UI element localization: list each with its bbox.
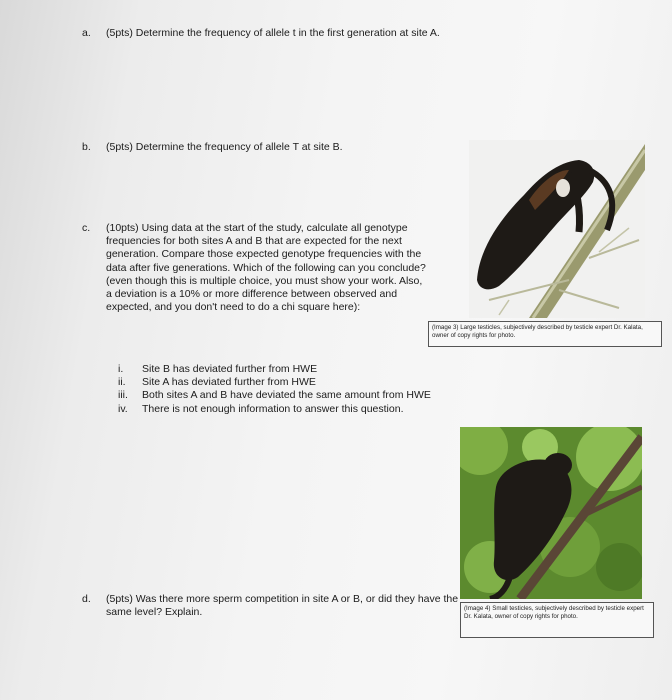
question-b-text: (5pts) Determine the frequency of allele T at site B. xyxy=(106,141,343,153)
question-d xyxy=(82,593,462,619)
question-a-label: a. xyxy=(82,27,91,39)
option-number: i. xyxy=(118,363,124,375)
image-3-caption: (Image 3) Large testicles, subjectively described by testicle expert Dr. Kalata, owner of copy rights for photo. xyxy=(428,321,662,347)
question-b xyxy=(82,141,482,154)
question-c-text: (10pts) Using data at the start of the study, calculate all genotype frequencies for both sites A and B that are expected for the next generation. Compare those expected genotype frequencies with the data after five generations. Which of the following can you conclude? (even though this is multiple choice, you must show your work. Also, a deviation is a 10% or more difference between observed and expected, and you don't need to do a chi square here): xyxy=(106,222,426,314)
option-number: iii. xyxy=(118,389,128,402)
question-a xyxy=(82,27,602,40)
option-iii xyxy=(118,389,431,402)
question-a-text: (5pts) Determine the frequency of allele t in the first generation at site A. xyxy=(106,27,440,39)
monkey-photo-large xyxy=(469,140,645,318)
option-text: Site B has deviated further from HWE xyxy=(142,363,318,375)
answer-options xyxy=(118,363,431,416)
question-b-label: b. xyxy=(82,141,91,153)
option-number: iv. xyxy=(118,402,128,415)
option-text: Both sites A and B have deviated the same amount from HWE xyxy=(142,389,431,402)
option-ii xyxy=(118,376,431,389)
image-4-caption: (Image 4) Small testicles, subjectively described by testicle expert Dr. Kalata, owner of copy rights for photo. xyxy=(460,602,654,638)
question-d-label: d. xyxy=(82,593,91,605)
question-c xyxy=(82,222,427,314)
option-number: ii. xyxy=(118,376,126,389)
option-i xyxy=(118,363,431,376)
option-iv xyxy=(118,403,431,416)
option-text: There is not enough information to answer this question. xyxy=(142,402,404,415)
monkey-photo-small xyxy=(460,427,642,599)
question-c-label: c. xyxy=(82,222,91,234)
question-d-text: (5pts) Was there more sperm competition in site A or B, or did they have the same level? Explain. xyxy=(106,593,459,619)
option-text: Site A has deviated further from HWE xyxy=(142,376,316,389)
